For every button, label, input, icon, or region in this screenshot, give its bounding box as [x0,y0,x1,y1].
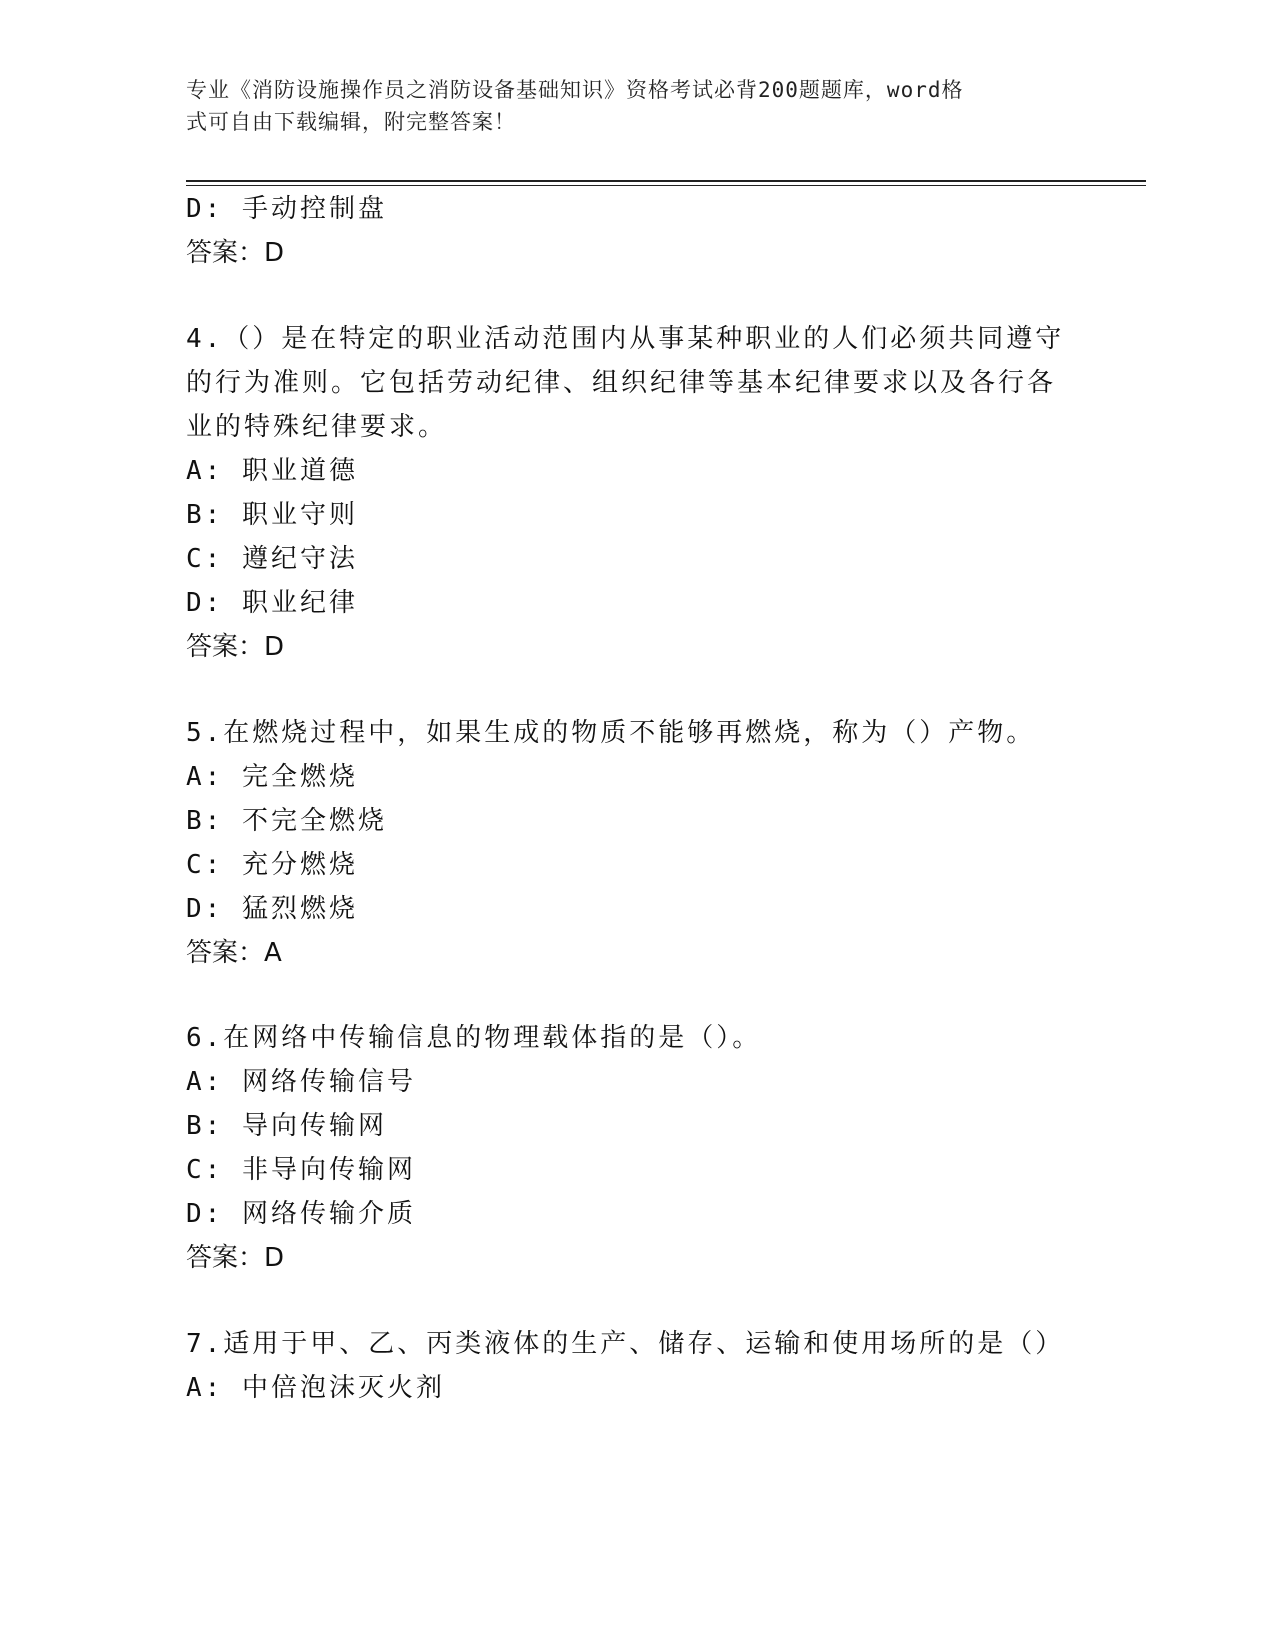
header-divider-thin [186,185,1146,186]
q6-option-b: B: 导向传输网 [186,1111,387,1141]
header-line-2: 式可自由下载编辑，附完整答案！ [186,110,516,134]
header-line-1: 专业《消防设施操作员之消防设备基础知识》资格考试必背200题题库，word格 [186,78,964,102]
q4-answer: 答案：D [186,632,285,662]
q4-text-line-1: 4.（）是在特定的职业活动范围内从事某种职业的人们必须共同遵守 [186,324,1065,354]
q6-text-line-1: 6.在网络中传输信息的物理载体指的是（）。 [186,1023,762,1053]
q4-option-a: A: 职业道德 [186,456,358,486]
q4-text-line-3: 业的特殊纪律要求。 [186,412,448,442]
q5-option-a: A: 完全燃烧 [186,762,358,792]
q5-option-c: C: 充分燃烧 [186,850,358,880]
header-divider-thick [186,180,1146,182]
document-header [186,74,1086,138]
q7-text-line-1: 7.适用于甲、乙、丙类液体的生产、储存、运输和使用场所的是（） [186,1329,1065,1359]
q7-option-a: A: 中倍泡沫灭火剂 [186,1373,445,1403]
q5-answer: 答案：A [186,938,282,968]
q5-option-d: D: 猛烈燃烧 [186,894,358,924]
q4-text-line-2: 的行为准则。它包括劳动纪律、组织纪律等基本纪律要求以及各行各 [186,368,1057,398]
q3-option-d: D: 手动控制盘 [186,194,387,224]
q6-answer: 答案：D [186,1243,285,1273]
q4-option-c: C: 遵纪守法 [186,544,358,574]
q3-answer: 答案：D [186,238,285,268]
q4-option-d: D: 职业纪律 [186,588,358,618]
q5-option-b: B: 不完全燃烧 [186,806,387,836]
q4-option-b: B: 职业守则 [186,500,358,530]
q6-option-d: D: 网络传输介质 [186,1199,416,1229]
q6-option-a: A: 网络传输信号 [186,1067,416,1097]
q5-text-line-1: 5.在燃烧过程中，如果生成的物质不能够再燃烧，称为（）产物。 [186,718,1036,748]
q6-option-c: C: 非导向传输网 [186,1155,416,1185]
